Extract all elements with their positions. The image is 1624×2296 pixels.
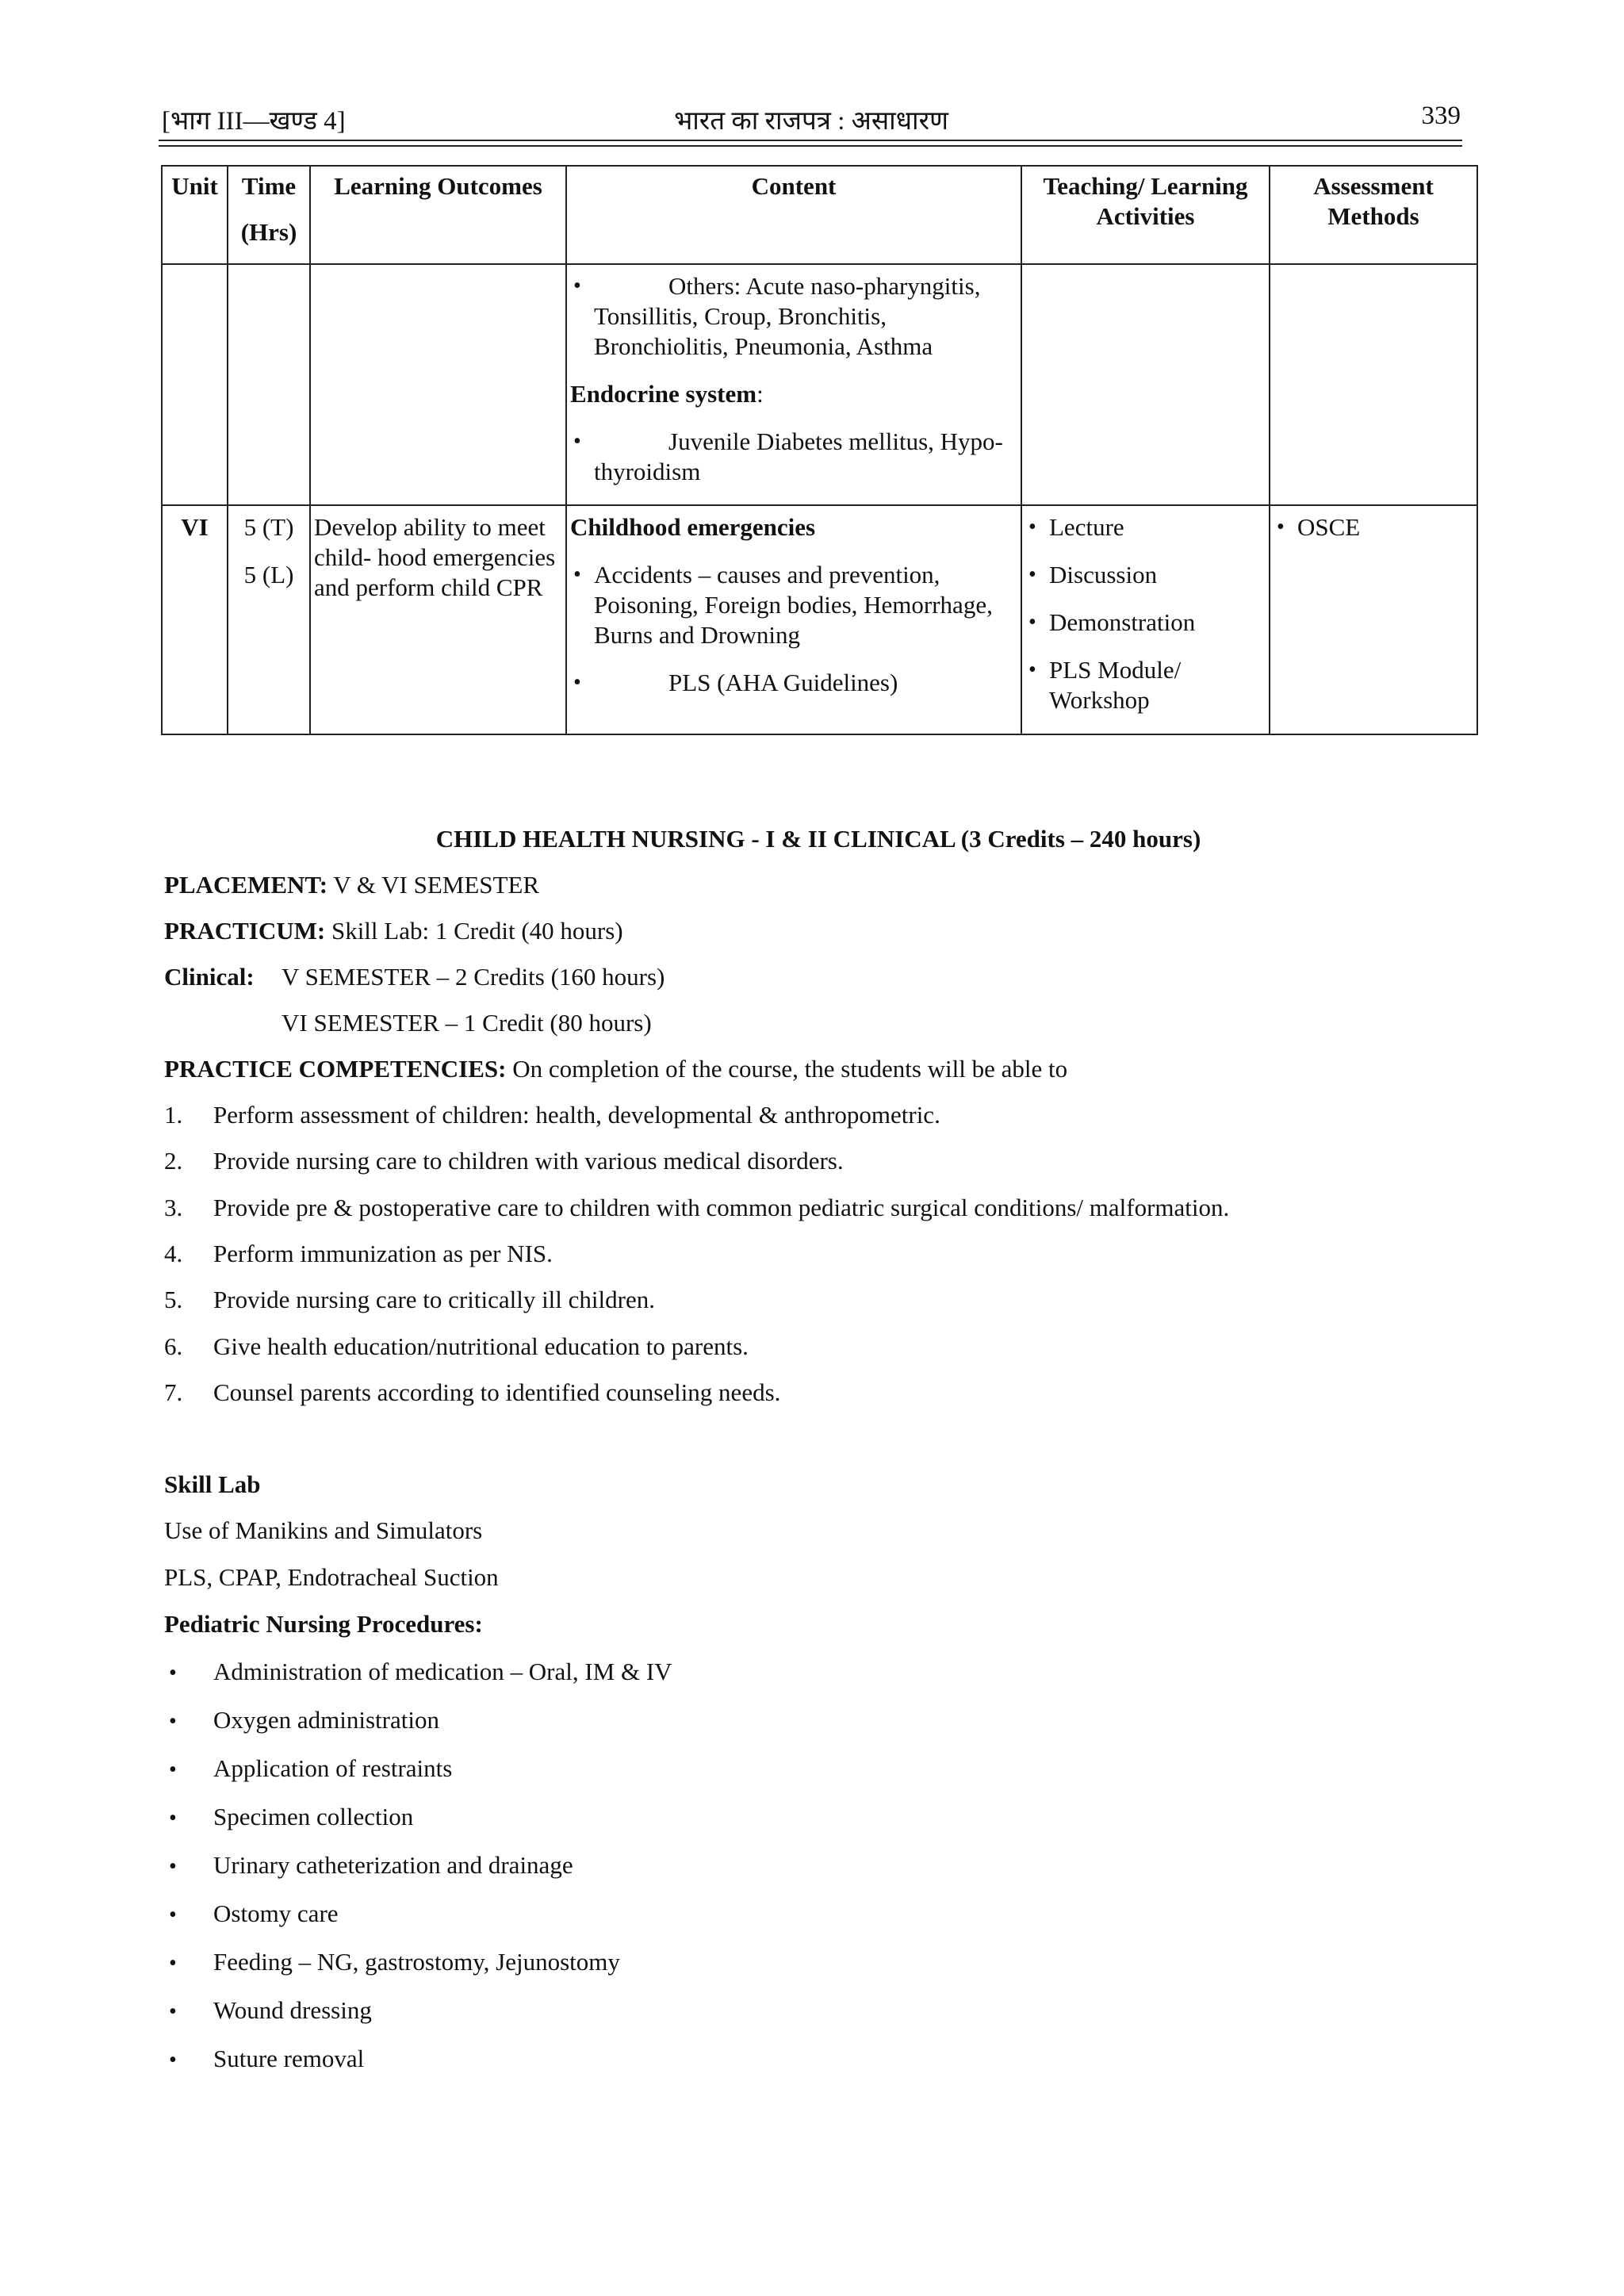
activity-item: • PLS Module/ Workshop xyxy=(1028,656,1182,714)
competency-item: 6. Give health education/nutritional education to parents. xyxy=(164,1332,749,1360)
cell-time-empty xyxy=(228,264,310,505)
procedures-heading: Pediatric Nursing Procedures: xyxy=(164,1610,483,1638)
procedure-item: • Feeding – NG, gastrostomy, Jejunostomy xyxy=(164,1948,620,1976)
content-heading-emergencies: Childhood emergencies xyxy=(570,513,816,541)
procedure-item: • Ostomy care xyxy=(164,1899,339,1928)
content-bullet-respiratory-others: • Others: Acute naso-pharyngitis, Tonsillitis, Croup, Bronchitis, Bronchiolitis, Pneumonia, Asthma xyxy=(573,272,981,360)
cell-assessment-empty xyxy=(1270,264,1477,505)
activity-item: • Discussion xyxy=(1028,561,1158,588)
content-bullet-endocrine: • Juvenile Diabetes mellitus, Hypo-thyroidism xyxy=(573,427,1003,485)
bullet-icon: • xyxy=(1277,515,1285,539)
procedure-item: • Application of restraints xyxy=(164,1754,452,1783)
header-rule-top xyxy=(159,140,1462,141)
table-row xyxy=(162,264,1477,505)
bullet-icon: • xyxy=(1028,562,1036,587)
skill-lab-line: Use of Manikins and Simulators xyxy=(164,1516,483,1544)
practicum-line: PRACTICUM: Skill Lab: 1 Credit (40 hours) xyxy=(164,917,623,945)
clinical-line-2: VI SEMESTER – 1 Credit (80 hours) xyxy=(282,1009,652,1037)
cell-content xyxy=(566,505,1021,734)
procedure-item: • Oxygen administration xyxy=(164,1706,439,1734)
header-part-section: [भाग III—खण्ड 4] xyxy=(162,107,346,136)
time-theory: 5 (T) xyxy=(243,513,294,541)
content-heading-endocrine: Endocrine system: xyxy=(570,380,764,408)
header-gazette-title: भारत का राजपत्र : असाधारण xyxy=(674,107,948,136)
bullet-icon: • xyxy=(169,1854,177,1879)
bullet-icon: • xyxy=(1028,610,1036,634)
competency-item: 7. Counsel parents according to identified counseling needs. xyxy=(164,1378,781,1406)
bullet-icon: • xyxy=(169,1951,177,1976)
cell-teaching-activities xyxy=(1021,505,1270,734)
placement-line: PLACEMENT: V & VI SEMESTER xyxy=(164,871,540,899)
skill-lab-line: PLS, CPAP, Endotracheal Suction xyxy=(164,1563,499,1591)
content-bullet-pls: • PLS (AHA Guidelines) xyxy=(573,669,898,696)
cell-unit: VI xyxy=(162,505,228,734)
cell-learning-outcome: Develop ability to meet child- hood emergencies and perform child CPR xyxy=(310,505,566,734)
skill-lab-heading: Skill Lab xyxy=(164,1470,261,1498)
bullet-icon: • xyxy=(1028,657,1036,682)
bullet-icon: • xyxy=(169,1709,177,1734)
bullet-icon: • xyxy=(169,1661,177,1685)
bullet-icon: • xyxy=(1028,515,1036,539)
activity-item: • Lecture xyxy=(1028,513,1124,541)
bullet-icon: • xyxy=(169,1757,177,1782)
competency-item: 1. Perform assessment of children: health, developmental & anthropometric. xyxy=(164,1101,940,1129)
procedure-item: • Suture removal xyxy=(164,2045,364,2073)
col-header-teaching-activities: Teaching/ Learning Activities xyxy=(1021,166,1270,264)
cell-outcome-empty xyxy=(310,264,566,505)
procedure-item: • Administration of medication – Oral, IM & IV xyxy=(164,1658,672,1686)
col-header-learning-outcomes: Learning Outcomes xyxy=(310,166,566,264)
bullet-icon: • xyxy=(573,429,581,454)
competency-item: 3. Provide pre & postoperative care to children with common pediatric surgical conditions/ malformation. xyxy=(164,1194,1230,1221)
procedure-item: • Specimen collection xyxy=(164,1803,413,1831)
cell-content xyxy=(566,264,1021,505)
clinical-line: Clinical: V SEMESTER – 2 Credits (160 hours) xyxy=(164,963,665,991)
header-rule-bottom xyxy=(159,145,1462,147)
bullet-icon: • xyxy=(169,1806,177,1830)
col-header-assessment-methods: Assessment Methods xyxy=(1270,166,1477,264)
competency-item: 2. Provide nursing care to children with various medical disorders. xyxy=(164,1147,844,1175)
cell-activities-empty xyxy=(1021,264,1270,505)
cell-unit-empty xyxy=(162,264,228,505)
activity-item: • Demonstration xyxy=(1028,608,1196,636)
competency-item: 4. Perform immunization as per NIS. xyxy=(164,1240,553,1267)
assessment-item: • OSCE xyxy=(1277,513,1361,541)
competencies-intro: PRACTICE COMPETENCIES: On completion of the course, the students will be able to xyxy=(164,1055,1068,1083)
bullet-icon: • xyxy=(573,562,581,587)
content-bullet-accidents: • Accidents – causes and prevention, Poisoning, Foreign bodies, Hemorrhage, Burns and Drowning xyxy=(573,561,993,649)
table-header-row xyxy=(162,166,1477,264)
header-page-number: 339 xyxy=(1421,102,1461,130)
bullet-icon: • xyxy=(573,274,581,298)
section-title: CHILD HEALTH NURSING - I & II CLINICAL (3 Credits – 240 hours) xyxy=(435,825,1201,853)
table-row xyxy=(162,505,1477,734)
bullet-icon: • xyxy=(169,1903,177,1927)
col-header-time: Time (Hrs) xyxy=(228,166,310,264)
syllabus-table xyxy=(161,165,1478,735)
col-header-unit: Unit xyxy=(162,166,228,264)
competency-item: 5. Provide nursing care to critically ill children. xyxy=(164,1286,655,1313)
bullet-icon: • xyxy=(169,2048,177,2072)
cell-assessment-methods xyxy=(1270,505,1477,734)
page-header xyxy=(162,102,1461,136)
time-lab: 5 (L) xyxy=(243,561,294,588)
cell-time xyxy=(228,505,310,734)
procedure-item: • Wound dressing xyxy=(164,1996,372,2025)
procedure-item: • Urinary catheterization and drainage xyxy=(164,1851,573,1880)
col-header-content: Content xyxy=(566,166,1021,264)
bullet-icon: • xyxy=(169,1999,177,2024)
bullet-icon: • xyxy=(573,670,581,695)
